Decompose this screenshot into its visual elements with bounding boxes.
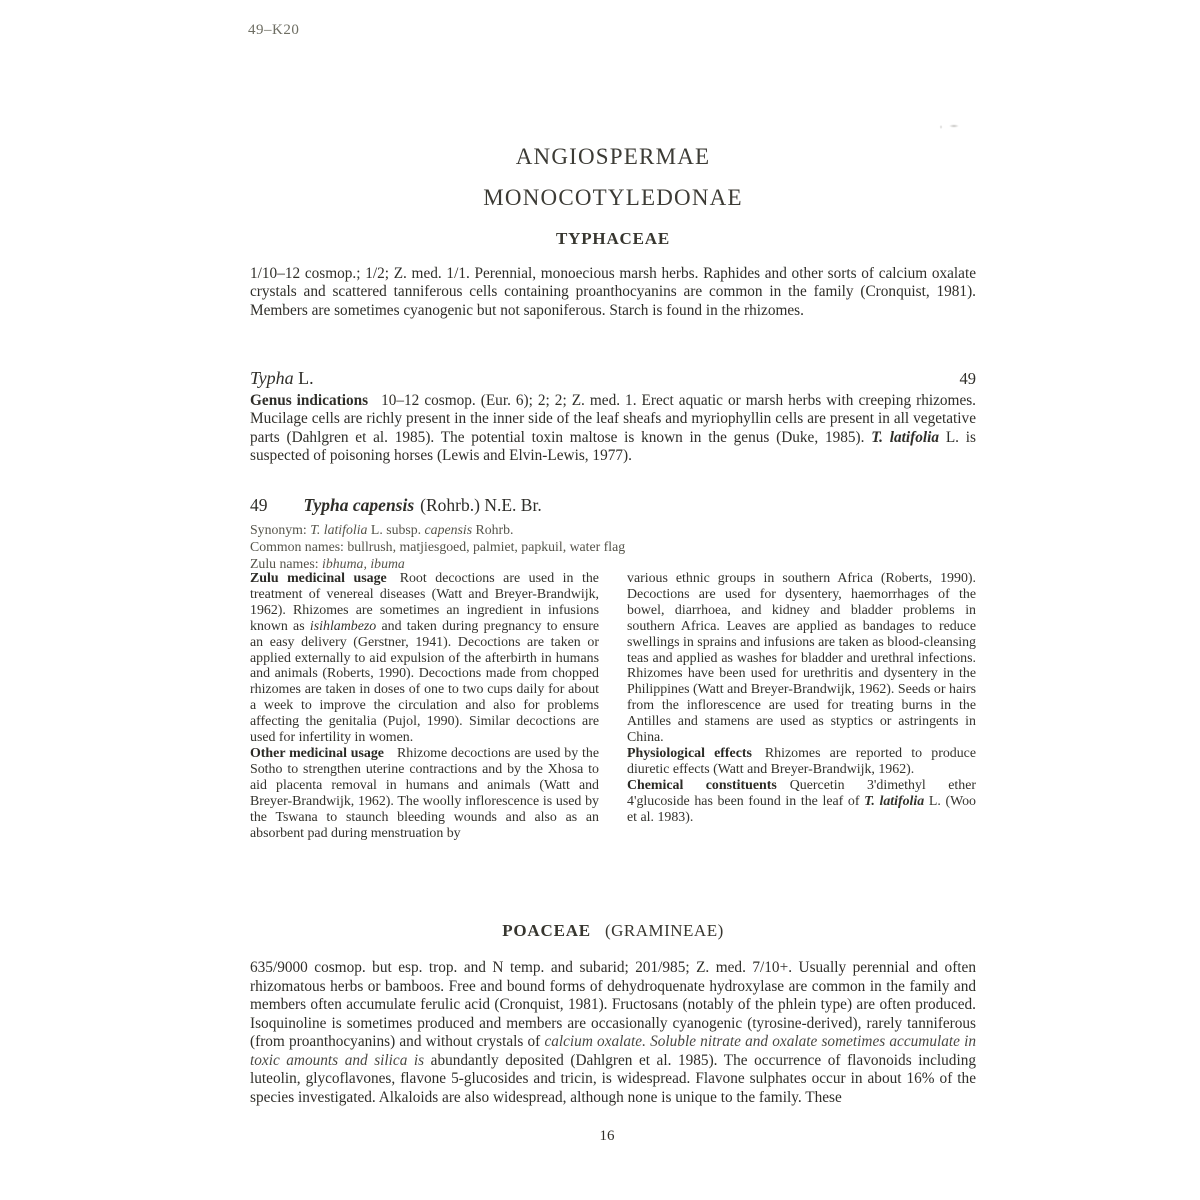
physiological-effects-text: Rhizomes are reported to produce diuretic effects (Watt and Breyer-Brandwijk, 1962).	[627, 745, 976, 777]
right-column	[627, 571, 976, 841]
chemical-constituents-species: T. latifolia	[864, 793, 925, 809]
family-title-typhaceae: TYPHACEAE	[556, 229, 670, 248]
other-medicinal-usage-label: Other medicinal usage	[250, 745, 384, 761]
zulu-names-value: ibhuma, ibuma	[322, 556, 405, 571]
two-column-article	[250, 571, 976, 841]
species-number: 49	[250, 495, 268, 515]
genus-author: L.	[293, 368, 314, 388]
typhaceae-family-description: 1/10–12 cosmop.; 1/2; Z. med. 1/1. Perennial, monoecious marsh herbs. Raphides and other sorts of calcium oxalate crystals and scattered tanniferous cells containing proanthocyanins are common in the family (Cronquist, 1981). Members are sometimes cyanogenic but not saponiferous. Starch is found in the rhizomes.	[250, 265, 976, 319]
common-names-line	[250, 538, 976, 555]
poaceae-alt-title: (GRAMINEAE)	[604, 921, 724, 940]
zulu-names-line	[250, 555, 976, 572]
species-heading	[250, 495, 976, 516]
genus-indications-text-2: L. is suspected of poisoning horses (Lewis and Elvin-Lewis, 1977).	[250, 428, 976, 465]
zulu-medicinal-usage-label: Zulu medicinal usage	[250, 571, 387, 586]
common-names-value: bullrush, matjiesgoed, palmiet, papkuil, water flag	[347, 539, 626, 554]
genus-page-ref: 49	[959, 369, 976, 388]
common-names-label: Common names:	[250, 539, 348, 554]
zulu-usage-text-1: Root decoctions are used in the treatment of venereal diseases (Watt and Breyer-Brandwijk, 1962). Rhizomes are sometimes an ingredient in infusions known as	[250, 571, 599, 634]
genus-name	[250, 368, 314, 389]
synonym-line	[250, 521, 976, 538]
synonym-label: Synonym:	[250, 522, 311, 537]
usage-continuation-text: various ethnic groups in southern Africa (Roberts, 1990). Decoctions are used for dysentery, haemorrhages of the bowel, diarrhoea, and kidney and bladder problems in southern Africa. Leaves are applied as bandages to reduce swellings in sprains and infusions are taken as blood-cleansing teas and applied as washes for bladder and urethral infections. Rhizomes have been used for urethritis and dysentery in the Philippines (Watt and Breyer-Brandwijk, 1962). Seeds or hairs from the inflorescence are used for treating burns in the Antilles and stamens are used as styptics or astringents in China.	[627, 571, 976, 746]
division-title: ANGIOSPERMAE	[515, 144, 711, 169]
species-name: Typha capensis	[303, 495, 415, 515]
poaceae-family-heading	[250, 921, 976, 941]
poaceae-text-smudged: calcium oxalate. Soluble nitrate and oxalate sometimes accumulate in toxic amounts and silica is	[250, 1033, 976, 1069]
physiological-effects-label: Physiological effects	[627, 745, 752, 761]
genus-name-italic: Typha	[250, 368, 294, 388]
zulu-usage-italic-term: isihlambezo	[309, 618, 377, 634]
synonym-end: Rohrb.	[472, 522, 514, 537]
class-title: MONOCOTYLEDONAE	[483, 185, 743, 210]
chemical-constituents-text-2: L. (Woo et al. 1983).	[627, 793, 976, 825]
scan-artifact-smudge	[938, 122, 964, 130]
genus-indications-paragraph	[250, 392, 976, 466]
poaceae-title: POACEAE	[502, 921, 591, 940]
species-nomenclature-block	[250, 521, 976, 572]
poaceae-text-2: abundantly deposited (Dahlgren et al. 1985). The occurrence of flavonoids including luteolin, glycoflavones, flavone 5-glucosides and tricin, is widespread. Flavone sulphates occur in about 16% of the species investigated. Alkaloids are also widespread, although none is unique to the family. These	[250, 1051, 976, 1106]
chemical-constituents-text-1: Quercetin 3'dimethyl ether 4'glucoside has been found in the leaf of	[627, 777, 976, 809]
genus-indications-label: Genus indications	[250, 392, 369, 409]
genus-indications-species-name: T. latifolia	[871, 428, 940, 446]
folio-header: 49–K20	[248, 22, 300, 38]
synonym-species-2: capensis	[424, 522, 473, 537]
synonym-species-1: T. latifolia	[310, 522, 368, 537]
poaceae-text-1: 635/9000 cosmop. but esp. trop. and N temp. and subarid; 201/985; Z. med. 7/10+. Usually perennial and often rhizomatous herbs or bamboos. Free and bound forms of dehydroquenate hydroxylase are common in the family and members often accumulate ferulic acid (Cronquist, 1981). Fructosans (notably of the phlein type) are often produced. Isoquinoline is sometimes produced and members are occasionally cyanogenic (tyrosine-derived), rarely tanniferous (from proanthocyanins) and without crystals of	[250, 959, 976, 1050]
genus-heading	[250, 368, 976, 389]
species-author: (Rohrb.) N.E. Br.	[420, 495, 542, 515]
synonym-mid: L. subsp.	[367, 522, 425, 537]
left-column	[250, 571, 599, 841]
chemical-constituents-label: Chemical constituents	[627, 777, 777, 793]
poaceae-family-description	[250, 959, 976, 1107]
zulu-names-label: Zulu names:	[250, 556, 323, 571]
other-usage-text: Rhizome decoctions are used by the Sotho to strengthen uterine contractions and by the Xhosa to aid placenta removal in humans and animals (Watt and Breyer-Brandwijk, 1962). The woolly inflorescence is used by the Tswana to staunch bleeding wounds and also as an absorbent pad during menstruation by	[250, 745, 599, 841]
zulu-usage-text-2: and taken during pregnancy to ensure an easy delivery (Gerstner, 1941). Decoctions are taken or applied externally to aid expulsion of the afterbirth in humans and animals (Roberts, 1990). Decoctions made from chopped rhizomes are taken in doses of one to two cups daily for about a week to improve the circulation and also for problems affecting the genitalia (Pujol, 1990). Similar decoctions are used for infertility in women.	[250, 618, 599, 746]
genus-indications-text-1: 10–12 cosmop. (Eur. 6); 2; 2; Z. med. 1. Erect aquatic or marsh herbs with creeping rhizomes. Mucilage cells are richly present in the inner side of the leaf sheafs and myriophyllin cells are present in all vegetative parts (Dahlgren et al. 1985). The potential toxin maltose is known in the genus (Duke, 1985).	[250, 392, 977, 446]
page-number: 16	[599, 1128, 615, 1144]
